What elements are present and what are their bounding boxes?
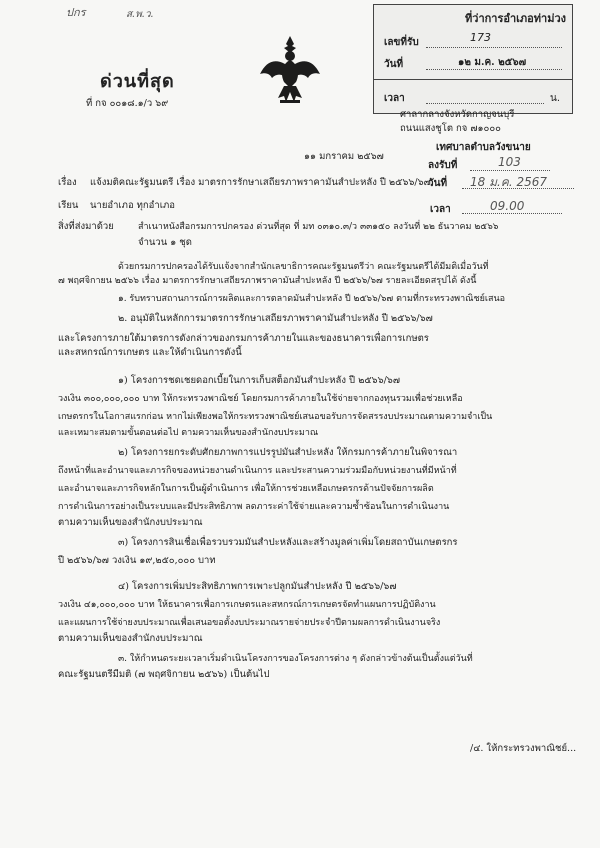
- sender-address-line-1: ศาลากลางจังหวัดกาญจนบุรี: [400, 109, 515, 120]
- paragraph-line: ๑. รับทราบสถานการณ์การผลิตและการตลาดมันสำปะหลัง ปี ๒๕๖๖/๖๗ ตามที่กระทรวงพาณิชย์เสนอ: [118, 294, 506, 304]
- paragraph-line: ๑) โครงการชดเชยดอกเบี้ยในการเก็บสต็อกมันสำปะหลัง ปี ๒๕๖๖/๖๗: [118, 375, 400, 386]
- paragraph-line: ตามความเห็นของสำนักงบประมาณ: [58, 517, 203, 528]
- received-number-label: เลขที่รับ: [384, 37, 419, 48]
- received-date-value: ๑๒ ม.ค. ๒๕๖๗: [458, 57, 527, 68]
- paragraph-line: และสหกรณ์การเกษตร และให้ดำเนินการดังนี้: [58, 347, 242, 358]
- paragraph-line: ๗ พฤศจิกายน ๒๕๖๖ เรื่อง มาตรการรักษาเสถียรภาพราคามันสำปะหลัง ปี ๒๕๖๖/๖๗ รายละเอียดสรุปได้ ดังนี้: [58, 276, 477, 286]
- paragraph-line: ถึงหน้าที่และอำนาจและภารกิจของหน่วยงานดำเนินการ และประสานความร่วมมือกับหน่วยงานที่มีหน้าที่: [58, 466, 457, 476]
- received-number-value: 173: [470, 31, 491, 44]
- paragraph-line: วงเงิน ๓๐๐,๐๐๐,๐๐๐ บาท ให้กระทรวงพาณิชย์ โดยกรมการค้าภายในใช้จ่ายจากกองทุนรวมเพื่อช่วยเหลือ: [58, 394, 463, 404]
- paragraph-line: ด้วยกรมการปกครองได้รับแจ้งจากสำนักเลขาธิการคณะรัฐมนตรีว่า คณะรัฐมนตรีได้มีมติเมื่อวันที่: [118, 262, 489, 272]
- enclosure-label: สิ่งที่ส่งมาด้วย: [58, 221, 114, 232]
- continuation-marker: /๔. ให้กระทรวงพาณิชย์...: [470, 743, 577, 754]
- paragraph-line: ๒) โครงการยกระดับศักยภาพการแปรรูปมันสำปะหลัง ให้กรมการค้าภายในพิจารณา: [118, 447, 458, 458]
- urgency-label: ด่วนที่สุด: [100, 71, 175, 92]
- to-label: เรียน: [58, 200, 79, 211]
- receiving-stamp-title: ที่ว่าการอำเภอท่าม่วง: [465, 12, 566, 25]
- local-date-label: วันที่: [428, 178, 448, 189]
- paragraph-line: และแผนการใช้จ่ายงบประมาณเพื่อเสนอขอตั้งงบประมาณรายจ่ายประจำปีตามผลการดำเนินงานจริง: [58, 618, 441, 628]
- handwritten-note-left: ปกร: [66, 6, 86, 19]
- paragraph-line: และอำนาจและภารกิจหลักในการเป็นผู้ดำเนินการ เพื่อให้การช่วยเหลือเกษตรกรด้านปัจจัยการผลิต: [58, 484, 434, 494]
- enclosure-count: จำนวน ๑ ชุด: [138, 237, 192, 248]
- subject-text: แจ้งมติคณะรัฐมนตรี เรื่อง มาตรการรักษาเสถียรภาพราคามันสำปะหลัง ปี ๒๕๖๖/๖๗: [90, 177, 431, 188]
- local-time-label: เวลา: [430, 204, 451, 215]
- paragraph-line: วงเงิน ๔๑,๐๐๐,๐๐๐ บาท ให้ธนาคารเพื่อการเกษตรและสหกรณ์การเกษตรจัดทำแผนการปฏิบัติงาน: [58, 600, 436, 610]
- sender-address-line-2: ถนนแสงชูโต กจ ๗๑๐๐๐: [400, 123, 501, 134]
- paragraph-line: และเหมาะสมตามขั้นตอนต่อไป ตามความเห็นของสำนักงบประมาณ: [58, 428, 319, 438]
- handwritten-note-center: ส.พ.ว.: [126, 9, 154, 20]
- subject-label: เรื่อง: [58, 177, 77, 188]
- garuda-emblem-icon: [258, 34, 322, 106]
- paragraph-line: การดำเนินการอย่างเป็นระบบและมีประสิทธิภาพ ลดภาระค่าใช้จ่ายและความซ้ำซ้อนในการดำเนินงาน: [58, 502, 450, 512]
- paragraph-line: และโครงการภายใต้มาตรการดังกล่าวของกรมการค้าภายในและของธนาคารเพื่อการเกษตร: [58, 333, 429, 344]
- paragraph-line: ๒. อนุมัติในหลักการมาตรการรักษาเสถียรภาพราคามันสำปะหลัง ปี ๒๕๖๖/๖๗: [118, 313, 433, 324]
- paragraph-line: ๓) โครงการสินเชื่อเพื่อรวบรวมมันสำปะหลังและสร้างมูลค่าเพิ่มโดยสถาบันเกษตรกร: [118, 537, 458, 548]
- paragraph-line: ๔) โครงการเพิ่มประสิทธิภาพการเพาะปลูกมันสำปะหลัง ปี ๒๕๖๖/๖๗: [118, 581, 397, 592]
- local-stamp-title: เทศบาลตำบลวังขนาย: [436, 142, 531, 153]
- document-date: ๑๑ มกราคม ๒๕๖๗: [304, 151, 384, 162]
- to-text: นายอำเภอ ทุกอำเภอ: [90, 200, 175, 211]
- enclosure-text: สำเนาหนังสือกรมการปกครอง ด่วนที่สุด ที่ มท ๐๓๑๐.๓/ว ๓๓๑๕๐ ลงวันที่ ๒๒ ธันวาคม ๒๕๖๖: [138, 222, 499, 232]
- local-receiving-stamp: [428, 140, 578, 198]
- paragraph-line: เกษตรกรในโอกาสแรกก่อน หากไม่เพียงพอให้กระทรวงพาณิชย์เสนอขอรับการจัดสรรงบประมาณตามความจำเป็น: [58, 412, 493, 422]
- paragraph-line: ๓. ให้กำหนดระยะเวลาเริ่มดำเนินโครงการของโครงการต่าง ๆ ดังกล่าวข้างต้นเป็นตั้งแต่วันที่: [118, 654, 473, 664]
- paragraph-line: คณะรัฐมนตรีมีมติ (๗ พฤศจิกายน ๒๕๖๖) เป็นต้นไป: [58, 669, 270, 680]
- paragraph-line: ปี ๒๕๖๖/๖๗ วงเงิน ๑๙,๒๕๐,๐๐๐ บาท: [58, 555, 216, 566]
- received-date-label: วันที่: [384, 59, 404, 70]
- receiving-stamp: [373, 4, 573, 114]
- local-received-number-label: ลงรับที่: [428, 160, 458, 171]
- received-time-unit: น.: [549, 93, 560, 104]
- received-time-label: เวลา: [384, 93, 405, 104]
- local-received-number-value: 103: [498, 155, 521, 169]
- local-date-value: 18 ม.ค. 2567: [470, 175, 548, 189]
- local-time-value: 09.00: [490, 199, 525, 213]
- document-number: ที่ กจ ๐๐๑๘.๑/ว ๖๙: [86, 98, 169, 109]
- paragraph-line: ตามความเห็นของสำนักงบประมาณ: [58, 633, 203, 644]
